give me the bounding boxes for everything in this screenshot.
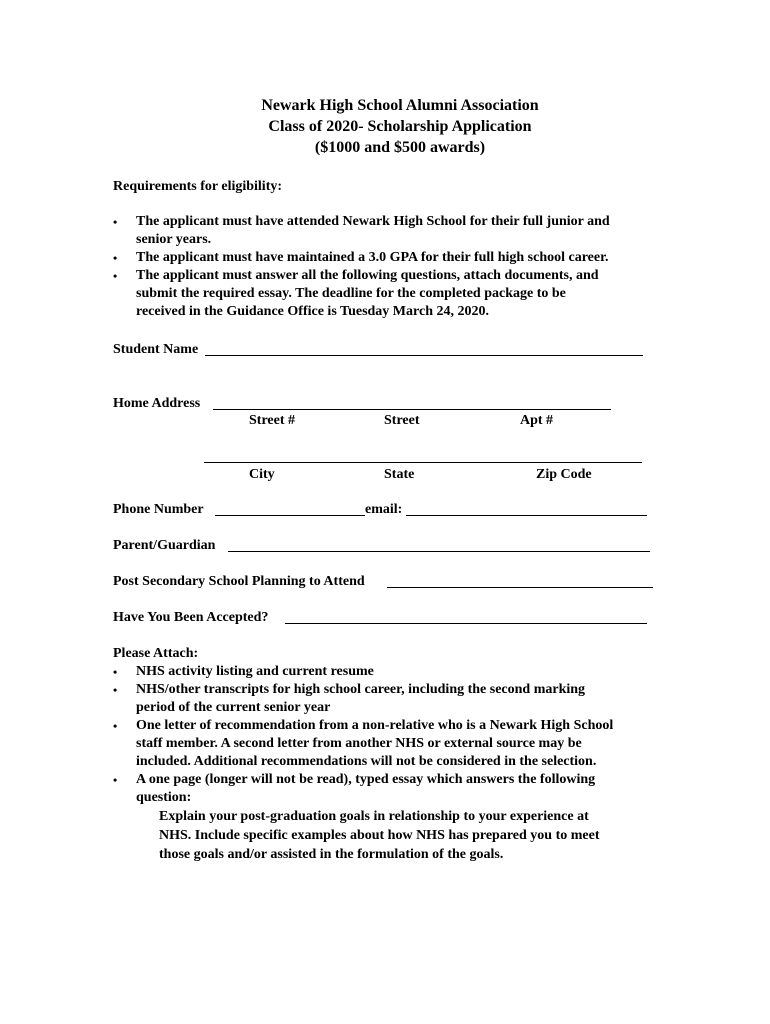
requirement-text: received in the Guidance Office is Tuesday March 24, 2020. bbox=[136, 304, 489, 319]
street-caption: Street bbox=[384, 413, 420, 428]
essay-question-text: those goals and/or assisted in the formulation of the goals. bbox=[159, 847, 504, 862]
home-address-label: Home Address bbox=[113, 396, 201, 411]
attachment-text: NHS activity listing and current resume bbox=[136, 664, 374, 679]
email-field[interactable] bbox=[406, 515, 647, 516]
title-line-application: Class of 2020- Scholarship Application bbox=[268, 118, 532, 135]
requirements-list bbox=[113, 213, 673, 321]
attachment-item bbox=[113, 771, 673, 864]
bullet-icon: • bbox=[113, 251, 118, 265]
attachment-item bbox=[113, 717, 673, 771]
attachment-item bbox=[113, 681, 673, 717]
requirement-text: The applicant must have maintained a 3.0 GPA for their full high school career. bbox=[136, 250, 609, 265]
requirement-text: The applicant must answer all the following questions, attach documents, and bbox=[136, 268, 599, 283]
accepted-label: Have You Been Accepted? bbox=[113, 610, 269, 625]
attachment-text: staff member. A second letter from another NHS or external source may be bbox=[136, 736, 582, 751]
email-label: email: bbox=[365, 502, 403, 517]
zip-caption: Zip Code bbox=[536, 467, 592, 482]
street-address-field[interactable] bbox=[213, 409, 611, 410]
apt-caption: Apt # bbox=[520, 413, 554, 428]
city-state-zip-field[interactable] bbox=[204, 462, 642, 463]
parent-guardian-field[interactable] bbox=[228, 551, 650, 552]
bullet-icon: • bbox=[113, 719, 118, 733]
attachment-text: One letter of recommendation from a non-relative who is a Newark High School bbox=[136, 718, 614, 733]
requirement-text: The applicant must have attended Newark High School for their full junior and bbox=[136, 214, 610, 229]
city-caption: City bbox=[249, 467, 275, 482]
attachments-list bbox=[113, 663, 673, 864]
parent-guardian-label: Parent/Guardian bbox=[113, 538, 216, 553]
accepted-field[interactable] bbox=[285, 623, 647, 624]
attachment-text: NHS/other transcripts for high school career, including the second marking bbox=[136, 682, 586, 697]
essay-question bbox=[136, 807, 673, 864]
requirement-item bbox=[113, 213, 673, 249]
phone-label: Phone Number bbox=[113, 502, 204, 517]
bullet-icon: • bbox=[113, 773, 118, 787]
bullet-icon: • bbox=[113, 215, 118, 229]
requirement-item bbox=[113, 267, 673, 321]
attachment-text: included. Additional recommendations will not be considered in the selection. bbox=[136, 754, 597, 769]
student-name-field[interactable] bbox=[205, 355, 643, 356]
street-number-caption: Street # bbox=[249, 413, 295, 428]
essay-question-text: Explain your post-graduation goals in relationship to your experience at bbox=[159, 809, 589, 824]
essay-question-text: NHS. Include specific examples about how NHS has prepared you to meet bbox=[159, 828, 600, 843]
attachments-heading: Please Attach: bbox=[113, 646, 199, 661]
student-name-label: Student Name bbox=[113, 342, 199, 357]
post-secondary-label: Post Secondary School Planning to Attend bbox=[113, 574, 365, 589]
document-title bbox=[200, 95, 600, 158]
attachment-text: A one page (longer will not be read), typed essay which answers the following bbox=[136, 772, 596, 787]
bullet-icon: • bbox=[113, 269, 118, 283]
title-line-association: Newark High School Alumni Association bbox=[261, 97, 539, 114]
requirement-item bbox=[113, 249, 673, 267]
attachment-text: question: bbox=[136, 790, 192, 805]
requirement-text: submit the required essay. The deadline for the completed package to be bbox=[136, 286, 566, 301]
bullet-icon: • bbox=[113, 683, 118, 697]
attachments-section bbox=[113, 645, 673, 864]
attachment-text: period of the current senior year bbox=[136, 700, 331, 715]
phone-field[interactable] bbox=[215, 515, 365, 516]
requirement-text: senior years. bbox=[136, 232, 212, 247]
bullet-icon: • bbox=[113, 665, 118, 679]
post-secondary-field[interactable] bbox=[387, 587, 653, 588]
title-line-awards: ($1000 and $500 awards) bbox=[314, 139, 486, 156]
state-caption: State bbox=[384, 467, 415, 482]
requirements-heading: Requirements for eligibility: bbox=[113, 179, 283, 194]
attachment-item bbox=[113, 663, 673, 681]
